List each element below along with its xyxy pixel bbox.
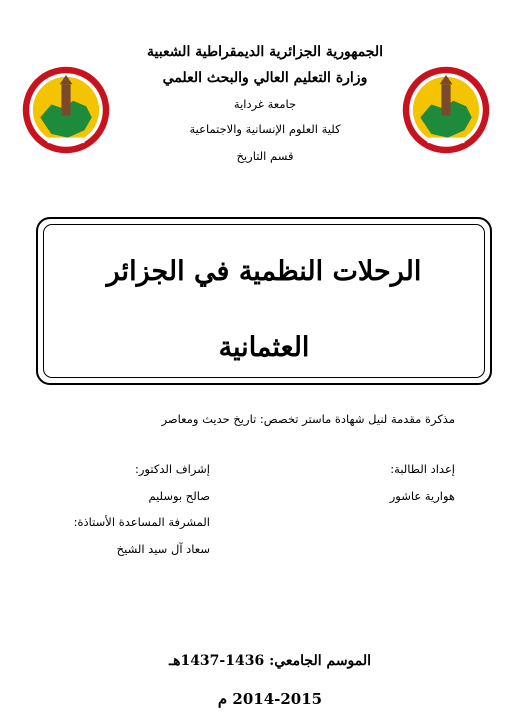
ministry-heading: وزارة التعليم العالي والبحث العلمي bbox=[162, 70, 368, 86]
memo-description: مذكرة مقدمة لنيل شهادة ماستر تخصص: تاريخ حديث ومعاصر bbox=[161, 412, 455, 426]
department-name: قسم التاريخ bbox=[236, 149, 294, 163]
student-name: هوارية عاشور bbox=[389, 489, 455, 503]
gregorian-year: 2014-2015 م bbox=[217, 690, 323, 708]
thesis-title-line-1: الرحلات النظمية في الجزائر bbox=[106, 256, 422, 287]
supervisor-name: صالح بوسليم bbox=[148, 489, 210, 503]
supervisor-label: إشراف الدكتور: bbox=[135, 462, 210, 476]
student-label: إعداد الطالبة: bbox=[390, 462, 455, 476]
republic-heading: الجمهورية الجزائرية الديمقراطية الشعبية bbox=[146, 44, 383, 60]
co-supervisor-name: سعاد آل سيد الشيخ bbox=[116, 542, 210, 556]
academic-year: الموسم الجامعي: 1436-1437هـ bbox=[168, 653, 372, 669]
thesis-title-line-2: العثمانية bbox=[218, 332, 310, 363]
co-supervisor-label: المشرفة المساعدة الأستاذة: bbox=[73, 515, 210, 529]
university-name: جامعة غرداية bbox=[233, 97, 297, 111]
faculty-name: كلية العلوم الإنسانية والاجتماعية bbox=[189, 122, 341, 136]
